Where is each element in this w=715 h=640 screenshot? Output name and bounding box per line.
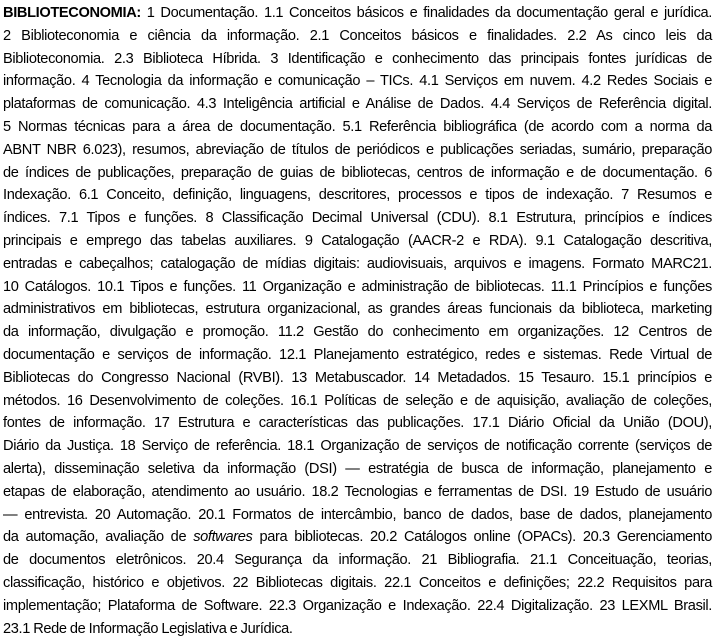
- text-line: da informação, divulgação e promoção. 11.2 Gestão do conhecimento em organizações. 12 Centros de: [3, 324, 712, 341]
- section-title: BIBLIOTECONOMIA:: [3, 5, 141, 21]
- text-line: 23.1 Rede de Informação Legislativa e Jurídica.: [3, 620, 293, 637]
- text-line: 10 Catálogos. 10.1 Tipos e funções. 11 Organização e administração de bibliotecas. 11.1 Princípios e funções: [3, 278, 712, 295]
- text-line: métodos. 16 Desenvolvimento de coleções. 16.1 Políticas de seleção e de aquisição, avaliação de coleções,: [3, 392, 712, 409]
- text-line: ABNT NBR 6.023), resumos, abreviação de títulos de periódicos e publicações seriadas, sumário, preparação: [3, 141, 712, 158]
- text-line: etapas de elaboração, atendimento ao usuário. 18.2 Tecnologias e ferramentas de DSI. 19 Estudo de usuário: [3, 483, 712, 500]
- text-line: 2 Biblioteconomia e ciência da informação. 2.1 Conceitos básicos e finalidades. 2.2 As cinco leis da: [3, 27, 712, 44]
- text-line: índices. 7.1 Tipos e funções. 8 Classificação Decimal Universal (CDU). 8.1 Estrutura, princípios e índices: [3, 210, 712, 227]
- text-line: entradas e cabeçalhos; catalogação de mídias digitais: audiovisuais, arquivos e imagens. Formato MARC21.: [3, 255, 712, 272]
- text-line: de documentos eletrônicos. 20.4 Segurança da informação. 21 Bibliografia. 21.1 Conceituação, teorias,: [3, 552, 712, 569]
- text-line: BIBLIOTECONOMIA: 1 Documentação. 1.1 Conceitos básicos e finalidades da documentação geral e jurídica.: [3, 5, 712, 21]
- text-line: da automação, avaliação de softwares para bibliotecas. 20.2 Catálogos online (OPACs). 20.3 Gerenciamento: [3, 529, 713, 546]
- text-line: Indexação. 6.1 Conceito, definição, linguagens, descritores, processos e tipos de indexação. 7 Resumos e: [3, 187, 712, 204]
- text-line: administrativos em bibliotecas, estrutura organizacional, as grandes áreas funcionais da biblioteca, marketing: [3, 301, 712, 318]
- text-line: Bibliotecas do Congresso Nacional (RVBI). 13 Metabuscador. 14 Metadados. 15 Tesauro. 15.1 princípios e: [3, 369, 712, 386]
- text-line: implementação; Plataforma de Software. 22.3 Organização e Indexação. 22.4 Digitalização. 23 LEXML Brasil.: [3, 597, 712, 614]
- text-line: Diário da Justiça. 18 Serviço de referência. 18.1 Organização de serviços de notificação corrente (serviços de: [3, 438, 712, 455]
- text-line: Biblioteconomia. 2.3 Biblioteca Híbrida. 3 Identificação e conhecimento das principais fontes jurídicas de: [3, 50, 712, 67]
- text-line: alerta), disseminação seletiva da informação (DSI) — estratégia de busca de informação, planejamento e: [3, 460, 712, 477]
- text-line: plataformas de comunicação. 4.3 Inteligência artificial e Análise de Dados. 4.4 Serviços de Referência digital.: [3, 96, 712, 113]
- text-line: de índices de publicações, preparação de guias de bibliotecas, centros de informação e de documentação. 6: [3, 164, 712, 181]
- text-line: 5 Normas técnicas para a área de documentação. 5.1 Referência bibliográfica (de acordo com a norma da: [3, 118, 712, 135]
- text-line: fontes de informação. 17 Estrutura e características das publicações. 17.1 Diário Oficial da União (DOU),: [3, 415, 712, 432]
- text-line: principais e emprego das tabelas auxiliares. 9 Catalogação (AACR-2 e RDA). 9.1 Catalogação descritiva,: [3, 232, 712, 249]
- text-line: — entrevista. 20 Automação. 20.1 Formatos de intercâmbio, banco de dados, base de dados, planejamento: [3, 506, 712, 523]
- italic-term: softwares: [193, 529, 253, 546]
- text-line: documentação e serviços de informação. 12.1 Planejamento estratégico, redes e sistemas. Rede Virtual de: [3, 346, 712, 363]
- text-line: classificação, histórico e objetivos. 22 Bibliotecas digitais. 22.1 Conceitos e definições; 22.2 Requisitos para: [3, 574, 712, 591]
- text-line: informação. 4 Tecnologia da informação e comunicação – TICs. 4.1 Serviços em nuvem. 4.2 Redes Sociais e: [3, 73, 712, 90]
